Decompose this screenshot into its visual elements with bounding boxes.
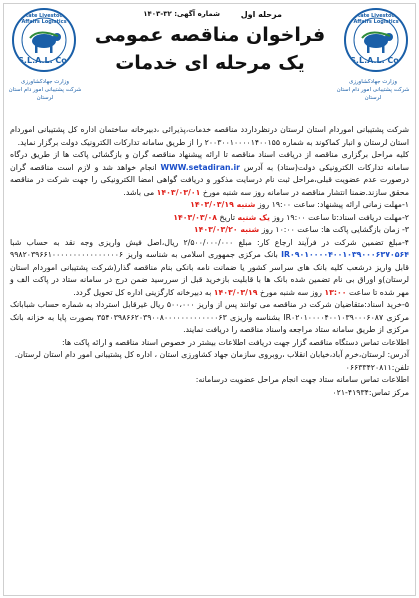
item4-text-d: به دبیرخانه کارگزینی اداره کل تحویل گردد. (73, 287, 212, 297)
page-title: فراخوان مناقصه عمومی (94, 24, 326, 46)
item2-text-b: تاریخ (219, 212, 236, 222)
intro-paragraph: شرکت پشتیبانی اموردام استان لرستان درنظرداردد مناقصه خدمات،پذیرائی ،دبیرخانه ساختمان اداره کل پشتیبانی اموردام استان لرستان و انبار کماکوند به شماره ۲۰۰۳۰۰۱۰۰۰۰۱۴۰۰۱۵۵ را از طریق سامانه تدارکات الکترونیک دولت برگزار نماید. (10, 125, 409, 147)
item4-text-b: بانک مرکزی جمهوری اسلامی به شناسه واریز ۹۹۸۲۰۳۹۶۶۱۰۰۰۰۰۰۰۰۰۰۰۰۰۰۰۰۶ قابل واریز درشعب کلیه بانک های سراسر کشور یا ضمانت نامه بانکی بنام مناقصه گذار(شرکت پشتیبانی اموردام استان لرستان)و اوراق بی نام تضمین شده بانک ها با قابلیت بازخرید قبل از سررسید ضمن درج در سامانه ستاد در پاکت الف و مهر شده تا ساعت (10, 250, 409, 297)
logo-caption-line1: وزارت جهادکشاورزی (349, 79, 397, 85)
item-guarantee (10, 237, 409, 300)
procedure-text-b: انجام خواهد شد و لازم است مناقصه گران درصورت عدم عضویت قبلی،مراحل ثبت نام درسایت مذکور و دریافت گواهی امضا الکترونیکی را جهت شرکت در مناقصه محقق سازند.ضمنا انتشار مناقصه در سامانه روز سه شنبه مورخ (10, 162, 409, 197)
logo-abbreviation: S.L.A.L. Co. (18, 56, 70, 65)
logo-caption-line1: وزارت جهادکشاورزی (21, 79, 69, 85)
item-bid-deadline (10, 199, 409, 212)
page-subtitle: یک مرحله ای خدمات (115, 52, 305, 74)
setad-contact-heading: اطلاعات تماس سامانه ستاد جهت انجام مراحل عضویت درسامانه: (195, 375, 409, 384)
company-logo-left (12, 8, 76, 72)
logo-ring-text: State Livestock Affairs Logistics (21, 13, 67, 25)
setad-call-center: مرکز تماس:۴۱۹۳۴-۰۲۱ (332, 387, 409, 397)
logo-caption-line2: شرکت پشتیبانی امور دام استان لرستان (8, 87, 82, 101)
notice-body (10, 124, 409, 399)
logo-caption-line2: شرکت پشتیبانی امور دام استان لرستان (336, 87, 410, 101)
item1-highlight: شنبه ۱۴۰۳/۰۳/۱۹ (190, 200, 256, 209)
item1-text: ۱-مهلت زمانی ارائه پیشنهاد: ساعت ۱۹:۰۰ روز (257, 200, 409, 209)
item4-text: ۴-مبلغ تضمین شرکت در فرآیند ارجاع کار: مبلغ ۲/۵۰۰/۰۰۰/۰۰۰ ریال،اصل فیش واریزی وجه نقد به حساب شبا (10, 237, 409, 247)
item3-text: ۳- زمان بازگشایی پاکت ها: ساعت ۱۰:۰۰ روز (261, 225, 409, 234)
setad-website-link[interactable]: WWW.setadiran.ir (160, 162, 240, 172)
logo-caption-right (328, 78, 418, 102)
logo-ring-text: State Livestock Affairs Logistics (353, 13, 399, 25)
procedure-text-a: کلیه مراحل برگزاری مناقصه از دریافت اسناد مناقصه تا ارائه پیشنهاد مناقصه گران و بازگشائی پاکت ها از طریق درگاه سامانه تدارکات الکترونیکی دولت(ستاد) به آدرس (10, 150, 409, 172)
item2-text: ۲-مهلت دریافت اسناد:تا ساعت ۱۹:۰۰ روز (272, 212, 409, 222)
item-document-purchase: ۵-خرید اسناد:متقاضیان شرکت در مناقصه می توانند پس از واریز ۵۰۰،۰۰۰ ریال غیرقابل استرداد به شماره حساب شبابانک مرکزی IR۰۲۰۱۰۰۰۰۴۰۰۱۰۳۹۰۰۰۶۰۸۷ بشناسه واریزی ۳۵۴۰۳۹۸۶۶۲۰۳۹۰۰۸۰۰۰۰۰۰۰۰۰۰۰۰۰۶۳ بصورت پایا به خزانه بانک مرکزی از طریق سامانه ستاد مراجعه واسناد مناقصه را دریافت نمایند. (10, 300, 410, 334)
contact-phone: تلفن:۰۶۶۳۳۴۲۰۸۱۱ (345, 362, 409, 372)
phase-label: مرحله اول (240, 10, 282, 19)
item2-date: ۱۴۰۳/۰۳/۰۸ (173, 212, 218, 222)
item4-iban: IR۰۹۰۱۰۰۰۰۴۰۰۱۰۳۹۰۰۰۶۳۷۰۵۶۴ (281, 250, 409, 259)
contact-address: آدرس: لرستان،خرم آباد،خیابان انقلاب ،روبروی سازمان جهاد کشاورزی استان ، اداره کل پشتیبانی امور دام استان لرستان. (14, 350, 409, 359)
logo-abbreviation: S.L.A.L. Co. (350, 56, 402, 65)
publish-date: ۱۴۰۳/۰۳/۰۱ (156, 187, 201, 197)
item4-date: ۱۴۰۳/۰۳/۱۹ (213, 287, 258, 297)
item3-highlight: شنبه ۱۴۰۳/۰۳/۲۰ (193, 225, 260, 234)
logo-caption-left (0, 78, 90, 102)
procedure-text-c: می باشد. (123, 187, 155, 197)
item-opening-time (10, 224, 409, 237)
item2-highlight: یک شنبه (237, 212, 270, 222)
item4-text-c: روز سه شنبه مورخ (260, 287, 322, 297)
contact-info-heading: اطلاعات تماس دستگاه مناقصه گزار جهت دریافت اطلاعات بیشتر در خصوص اسناد مناقصه و ارائه پاکت ها: (61, 337, 409, 347)
company-logo-right (344, 8, 408, 72)
item4-time: ۱۳:۰۰ (324, 287, 347, 297)
item-docs-deadline (10, 212, 409, 225)
notice-number: شماره آگهی: ۳۲-۱۴۰۳ (143, 10, 220, 18)
procedure-paragraph (10, 149, 409, 199)
